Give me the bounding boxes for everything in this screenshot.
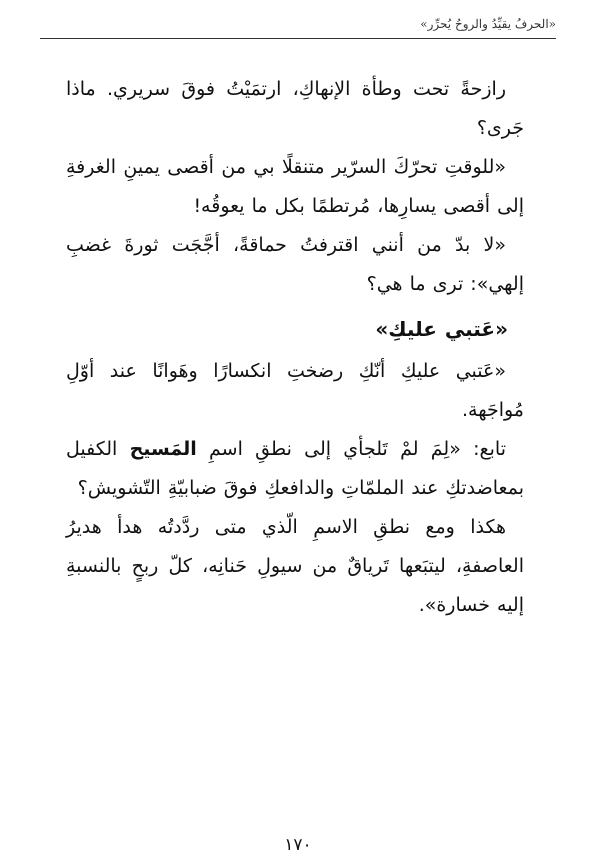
paragraph-5-before: تابع: «لِمَ لمْ تَلجأي إلى نطقِ اسمِ (196, 438, 506, 460)
body-text (66, 70, 524, 625)
paragraph-6: هكذا ومع نطقِ الاسمِ الّذي متى ردَّدتُه هدأ هديرُ العاصفةِ، ليتبَعها تَرياقٌ من سيولِ حَنانِه، كلّ ربحٍ بالنسبةِ إليه خسارة». (66, 516, 524, 616)
paragraph-2: «للوقتِ تحرّكَ السرّير متنقلًا بي من أقصى يمينِ الغرفةِ إلى أقصى يسارِها، مُرتطمًا بكل ما يعوقُه! (66, 156, 524, 217)
page-number: ١٧٠ (284, 835, 312, 855)
paragraph-4: «عَتبي عليكِ أنّكِ رضختِ انكسارًا وهَوانًا عند أوّلِ مُواجَهة. (66, 360, 524, 421)
section-heading: «عَتبي عليكِ» (375, 317, 508, 341)
header-rule (40, 38, 556, 39)
paragraph-1: رازحةً تحت وطأة الإنهاكِ، ارتمَيْتُ فوقَ سريري. ماذا جَرى؟ (66, 78, 524, 139)
paragraph-5-after: الكفيل بمعاضدتكِ عند الملمّاتِ والدافعكِ فوقَ ضبابيّةِ التّشويش؟ (66, 438, 524, 499)
bold-name: المَسيح (129, 438, 197, 460)
running-head: «الحرفُ يقيِّدُ والروحُ يُحرِّر» (420, 17, 556, 31)
paragraph-5 (66, 430, 524, 508)
paragraph-3: «لا بدّ من أنني اقترفتُ حماقةً، أجَّجَت ثورةَ غضبِ إلهي»: ترى ما هي؟ (66, 234, 524, 295)
